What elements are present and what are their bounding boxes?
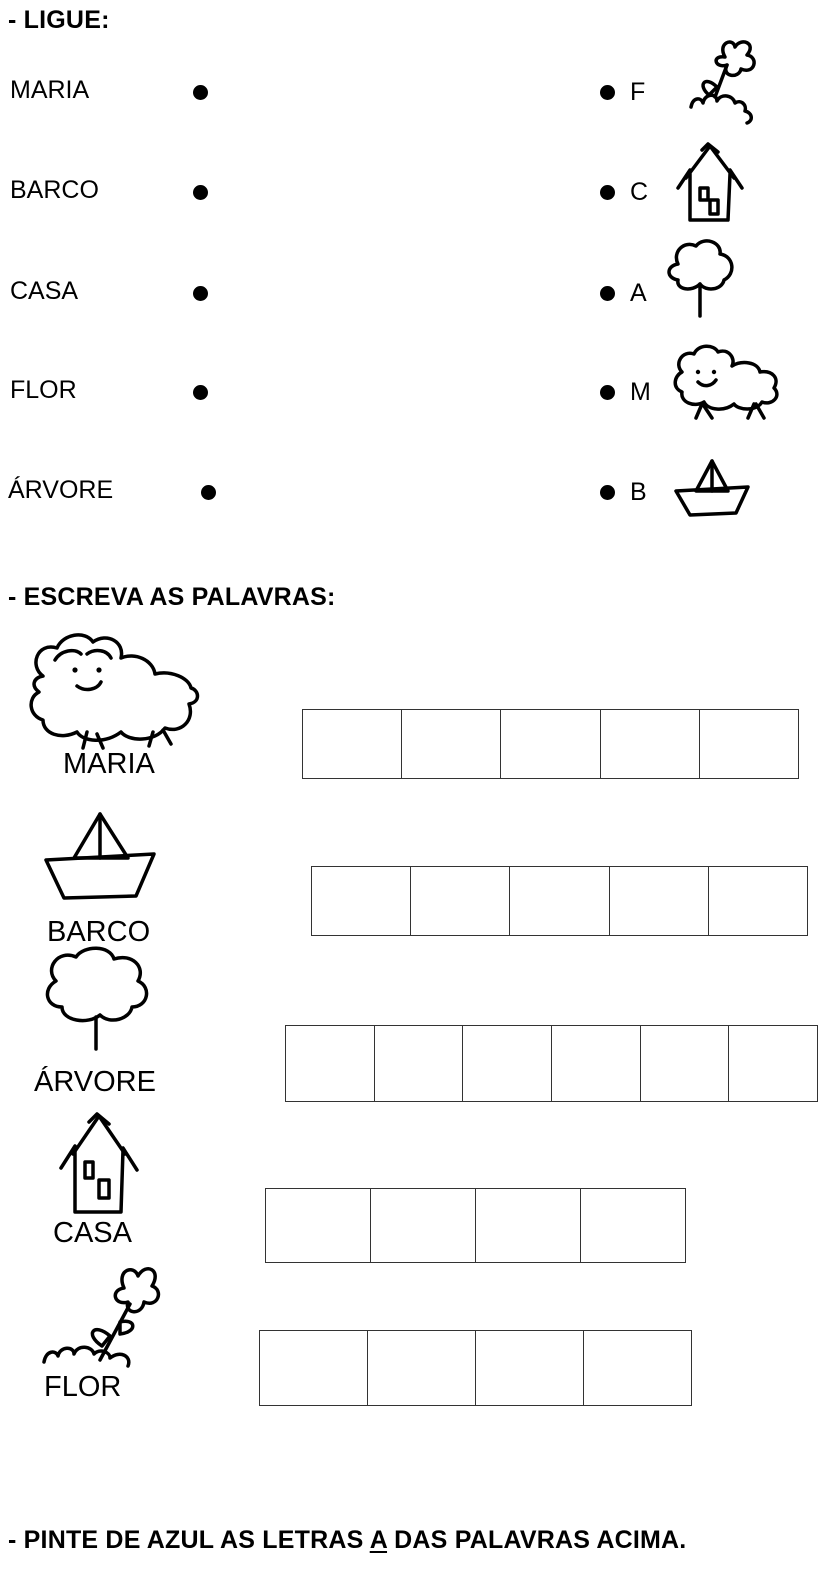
paint-instruction-highlight: A (369, 1526, 388, 1554)
paint-instruction-prefix: - PINTE DE AZUL AS LETRAS (8, 1526, 370, 1554)
letter-box[interactable] (375, 1026, 464, 1101)
connect-dot-left-3[interactable] (193, 286, 208, 301)
letter-box[interactable] (501, 710, 600, 778)
house-icon (55, 1110, 145, 1220)
connect-letter-3: A (630, 279, 647, 307)
letter-boxes-2[interactable] (311, 866, 808, 936)
connect-dot-right-3[interactable] (600, 286, 615, 301)
connect-dot-right-5[interactable] (600, 485, 615, 500)
section-title-write: - ESCREVA AS PALAVRAS: (8, 583, 336, 611)
connect-word-5: ÁRVORE (8, 476, 114, 504)
letter-box[interactable] (641, 1026, 730, 1101)
boat-icon (42, 810, 162, 910)
letter-box[interactable] (700, 710, 798, 778)
letter-boxes-4[interactable] (265, 1188, 686, 1263)
write-caption-2: BARCO (47, 916, 151, 948)
letter-box[interactable] (476, 1189, 581, 1262)
connect-letter-2: C (630, 178, 649, 206)
connect-dot-left-4[interactable] (193, 385, 208, 400)
letter-boxes-3[interactable] (285, 1025, 818, 1102)
write-caption-1: MARIA (63, 748, 155, 780)
connect-dot-right-1[interactable] (600, 85, 615, 100)
connect-letter-5: B (630, 478, 647, 506)
connect-word-3: CASA (10, 277, 79, 305)
letter-box[interactable] (312, 867, 411, 935)
letter-box[interactable] (729, 1026, 817, 1101)
write-caption-3: ÁRVORE (34, 1066, 156, 1098)
tree-icon (40, 945, 155, 1055)
paint-instruction-suffix: DAS PALAVRAS ACIMA. (387, 1526, 687, 1554)
letter-boxes-1[interactable] (302, 709, 799, 779)
connect-letter-1: F (630, 78, 646, 106)
letter-box[interactable] (260, 1331, 368, 1405)
letter-box[interactable] (601, 710, 700, 778)
connect-letter-4: M (630, 378, 651, 406)
letter-box[interactable] (610, 867, 709, 935)
letter-boxes-5[interactable] (259, 1330, 692, 1406)
write-caption-4: CASA (53, 1217, 132, 1249)
connect-word-4: FLOR (10, 376, 77, 404)
boat-icon (672, 455, 752, 523)
tree-icon (662, 238, 742, 323)
connect-word-2: BARCO (10, 176, 99, 204)
letter-box[interactable] (584, 1331, 691, 1405)
letter-box[interactable] (371, 1189, 476, 1262)
letter-box[interactable] (709, 867, 807, 935)
letter-box[interactable] (463, 1026, 552, 1101)
letter-box[interactable] (286, 1026, 375, 1101)
sheep-icon (668, 342, 788, 427)
house-icon (672, 140, 752, 230)
write-caption-5: FLOR (44, 1371, 122, 1403)
letter-box[interactable] (581, 1189, 685, 1262)
flower-icon (685, 35, 765, 125)
connect-dot-left-1[interactable] (193, 85, 208, 100)
flower-icon (40, 1262, 160, 1382)
connect-dot-left-5[interactable] (201, 485, 216, 500)
connect-word-1: MARIA (10, 76, 90, 104)
letter-box[interactable] (476, 1331, 584, 1405)
letter-box[interactable] (552, 1026, 641, 1101)
connect-dot-right-2[interactable] (600, 185, 615, 200)
letter-box[interactable] (402, 710, 501, 778)
connect-dot-left-2[interactable] (193, 185, 208, 200)
letter-box[interactable] (368, 1331, 476, 1405)
section-title-connect: - LIGUE: (8, 6, 110, 34)
letter-box[interactable] (411, 867, 510, 935)
letter-box[interactable] (303, 710, 402, 778)
connect-dot-right-4[interactable] (600, 385, 615, 400)
sheep-icon (25, 630, 205, 755)
section-title-paint (8, 1526, 686, 1555)
letter-box[interactable] (266, 1189, 371, 1262)
letter-box[interactable] (510, 867, 609, 935)
